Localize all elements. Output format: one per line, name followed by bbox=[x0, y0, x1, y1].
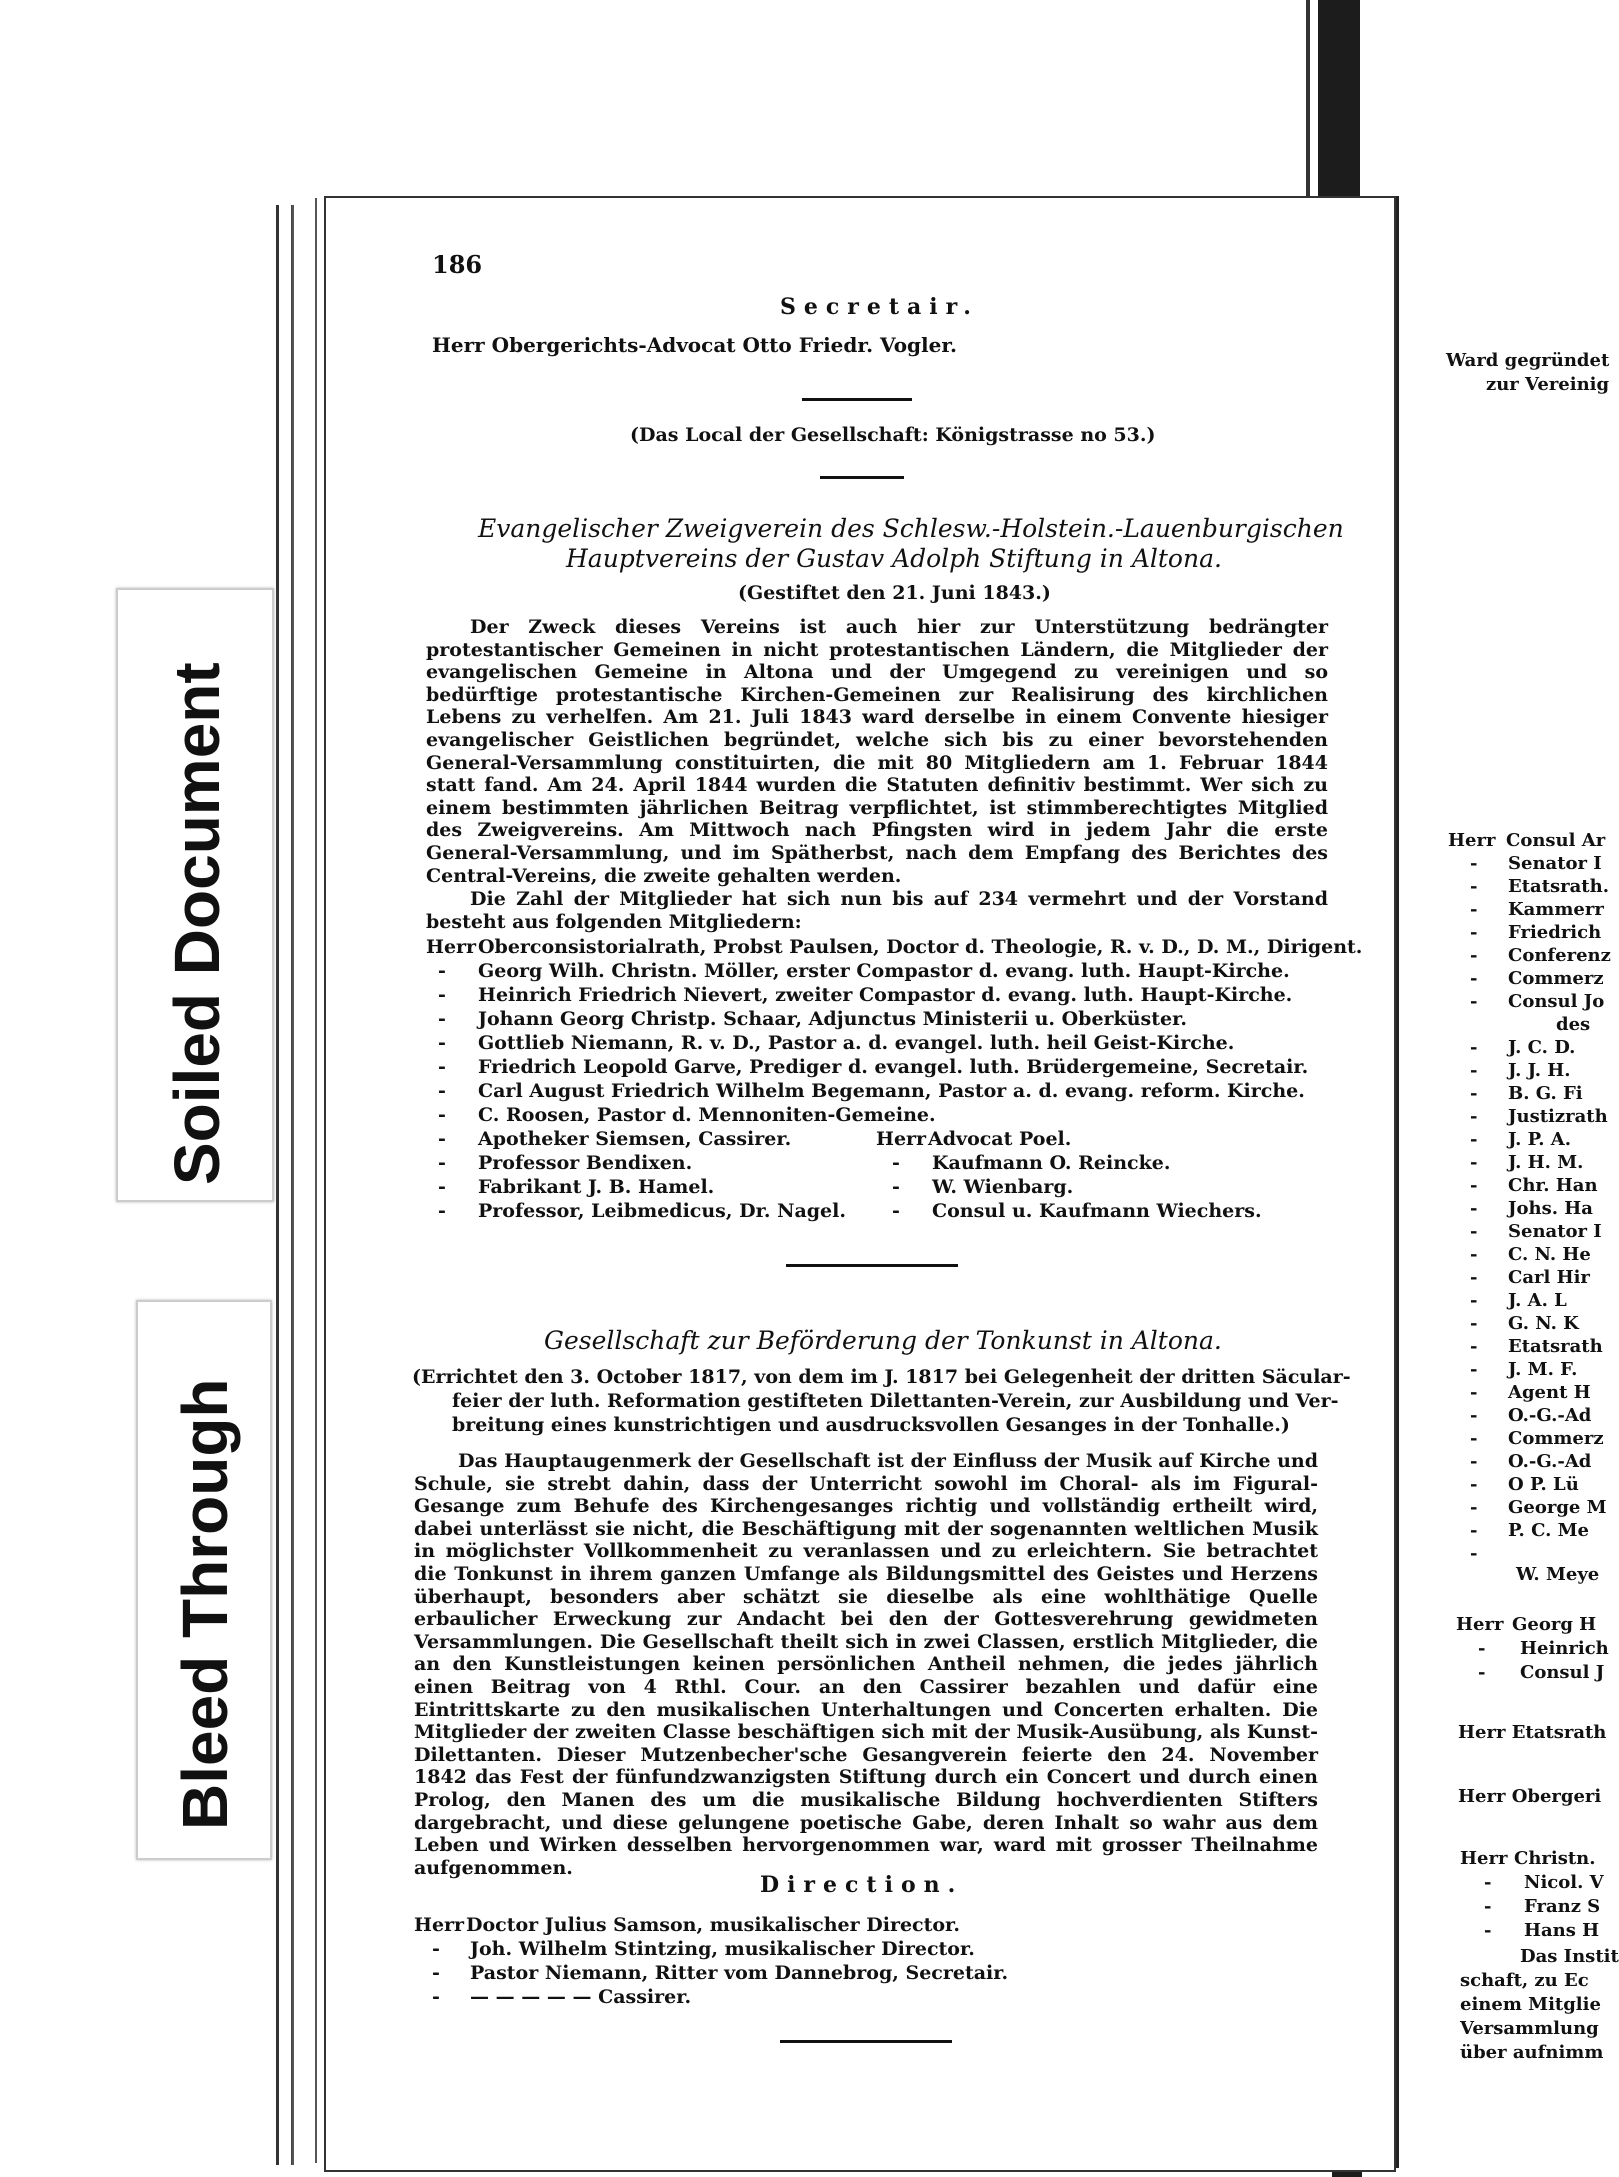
facing-prefix: - bbox=[1470, 1198, 1478, 1219]
member-name: Georg Wilh. Christn. Möller, erster Compastor d. evang. luth. Haupt-Kirche. bbox=[478, 960, 1290, 982]
director-prefix: Herr bbox=[414, 1914, 465, 1936]
divider bbox=[786, 1264, 958, 1267]
verein-members-intro: Die Zahl der Mitglieder hat sich nun bis auf 234 vermehrt und der Vorstand besteht aus folgenden Mitgliedern: bbox=[426, 888, 1328, 933]
director-prefix: - bbox=[432, 1986, 440, 2008]
verein-paragraph: Der Zweck dieses Vereins ist auch hier zur Unterstützung bedrängter protestantischer Gemeinen in nicht protestantischen Ländern, die Mitglieder der evangelischen Gemeine in Altona und der Umgegend zu vereinigen und so bedürftige protestantische Kirchen-Gemeinen zur Realisirung des kirchlichen Lebens zu verhelfen. Am 21. Juli 1843 ward derselbe in einem Convente hiesiger evangelischer Geistlichen begründet, welche sich bis zu einer bevorstehenden General-Versammlung constituirten, die mit 80 Mitgliedern am 1. Februar 1844 statt fand. Am 24. April 1844 wurden die Statuten definitiv bestimmt. Wer sich zu einem bestimmten jährlichen Beitrag verpflichtet, ist stimmberechtigtes Mitglied des Zweigvereins. Am Mittwoch nach Pfingsten wird in jedem Jahr die erste General-Versammlung, und im Spätherbst, nach dem Empfang des Berichtes des Central-Vereins, die zweite gehalten werden. bbox=[426, 616, 1328, 887]
facing-entry: des bbox=[1556, 1014, 1591, 1035]
director-name: Doctor Julius Samson, musikalischer Director. bbox=[466, 1914, 960, 1936]
member-prefix: Herr bbox=[876, 1128, 927, 1150]
facing-tail-line: einem Mitglie bbox=[1460, 1994, 1601, 2015]
society-address: (Das Local der Gesellschaft: Königstrasse no 53.) bbox=[630, 424, 1156, 446]
facing-prefix: - bbox=[1470, 1543, 1478, 1564]
secretair-heading: Secretair. bbox=[780, 294, 979, 320]
member-prefix: - bbox=[438, 1104, 446, 1126]
page-number: 186 bbox=[432, 250, 483, 279]
page-stack-edge bbox=[292, 205, 302, 2165]
facing-entry: W. Meye bbox=[1516, 1564, 1600, 1585]
facing-entry: Consul Ar bbox=[1506, 830, 1606, 851]
facing-entry: Commerz bbox=[1508, 1428, 1604, 1449]
member-prefix: - bbox=[438, 1056, 446, 1078]
facing-entry: Etatsrath. bbox=[1508, 876, 1609, 897]
soiled-document-text: Soiled Document bbox=[161, 662, 233, 1185]
facing-entry: J. H. M. bbox=[1508, 1152, 1584, 1173]
facing-entry: O.-G.-Ad bbox=[1508, 1451, 1592, 1472]
member-prefix: - bbox=[892, 1176, 900, 1198]
facing-entry: Conferenz bbox=[1508, 945, 1611, 966]
facing-prefix: - bbox=[1470, 968, 1478, 989]
bleed-through-label bbox=[136, 1300, 272, 1860]
facing-entry: Consul Jo bbox=[1508, 991, 1605, 1012]
facing-entry: Chr. Han bbox=[1508, 1175, 1598, 1196]
facing-entry: Heinrich bbox=[1520, 1638, 1609, 1659]
member-name: Oberconsistorialrath, Probst Paulsen, Doctor d. Theologie, R. v. D., D. M., Dirigent. bbox=[478, 936, 1363, 958]
facing-prefix: - bbox=[1470, 1405, 1478, 1426]
binding-edge bbox=[1306, 0, 1310, 200]
facing-entry: O P. Lü bbox=[1508, 1474, 1579, 1495]
facing-entry: J. A. L bbox=[1508, 1290, 1567, 1311]
facing-prefix: - bbox=[1484, 1872, 1492, 1893]
facing-entry: Etatsrath bbox=[1508, 1336, 1603, 1357]
facing-prefix: - bbox=[1470, 876, 1478, 897]
facing-entry: Agent H bbox=[1508, 1382, 1591, 1403]
facing-prefix: - bbox=[1470, 1244, 1478, 1265]
facing-entry: Christn. bbox=[1514, 1848, 1596, 1869]
member-prefix: - bbox=[892, 1200, 900, 1222]
facing-entry: Justizrath bbox=[1508, 1106, 1608, 1127]
member-name: W. Wienbarg. bbox=[932, 1176, 1074, 1198]
facing-entry: Carl Hir bbox=[1508, 1267, 1590, 1288]
secretair-name: Herr Obergerichts-Advocat Otto Friedr. Vogler. bbox=[432, 333, 957, 357]
soiled-document-label bbox=[116, 588, 274, 1202]
facing-prefix: - bbox=[1470, 1474, 1478, 1495]
facing-prefix: - bbox=[1478, 1662, 1486, 1683]
facing-entry: G. N. K bbox=[1508, 1313, 1579, 1334]
facing-entry: Friedrich bbox=[1508, 922, 1602, 943]
facing-prefix: - bbox=[1470, 1336, 1478, 1357]
facing-prefix: - bbox=[1484, 1896, 1492, 1917]
member-name: Carl August Friedrich Wilhelm Begemann, Pastor a. d. evang. reform. Kirche. bbox=[478, 1080, 1305, 1102]
member-name: Kaufmann O. Reincke. bbox=[932, 1152, 1171, 1174]
member-name: Fabrikant J. B. Hamel. bbox=[478, 1176, 715, 1198]
member-name: Apotheker Siemsen, Cassirer. bbox=[478, 1128, 792, 1150]
director-prefix: - bbox=[432, 1938, 440, 1960]
facing-entry: B. G. Fi bbox=[1508, 1083, 1583, 1104]
facing-obergericht: Herr Obergeri bbox=[1458, 1786, 1602, 1807]
facing-prefix: - bbox=[1470, 1060, 1478, 1081]
facing-prefix: - bbox=[1470, 1267, 1478, 1288]
tonkunst-paragraph: Das Hauptaugenmerk der Gesellschaft ist der Einfluss der Musik auf Kirche und Schule, sie strebt dahin, dass der Unterricht sowohl im Choral- als im Figural-Gesange zum Behufe des Kirchengesanges richtig und vollständig ertheilt wird, dabei unterlässt sie nicht, die Beschäftigung mit der sogenannten weltlichen Musik in möglichster Vollkommenheit zu veranlassen und zu erleichtern. Sie betrachtet die Tonkunst in ihrem ganzen Umfange als Bildungsmittel des Geistes und Herzens überhaupt, besonders aber schätzt sie dieselbe als eine wohlthätige Quelle erbaulicher Erweckung zur Andacht bei den der Gottesverehrung gewidmeten Versammlungen. Die Gesellschaft theilt sich in zwei Classen, erstlich Mitglieder, die an den Kunstleistungen keinen persönlichen Antheil nehmen, die jedes jährlich einen Beitrag von 4 Rthl. Cour. an den Cassirer bezahlen und dafür eine Eintrittskarte zu den musikalischen Unterhaltungen und Concerten erhalten. Die Mitglieder der zweiten Classe beschäftigen sich mit der Musik-Ausübung, als Kunst-Dilettanten. Dieser Mutzenbecher'sche Gesangverein feierte den 24. November 1842 das Fest der fünfundzwanzigsten Stiftung durch ein Concert und durch einen Prolog, den Manen des um die musikalische Bildung hochverdienten Stifters dargebracht, und diese gelungene poetische Gabe, deren Inhalt so wahr aus dem Leben und Wirken desselben hervorgenommen war, ward mit grosser Theilnahme aufgenommen. bbox=[414, 1450, 1318, 1879]
member-name: Professor, Leibmedicus, Dr. Nagel. bbox=[478, 1200, 846, 1222]
facing-prefix: - bbox=[1484, 1920, 1492, 1941]
facing-entry: George M bbox=[1508, 1497, 1607, 1518]
facing-entry: Kammerr bbox=[1508, 899, 1604, 920]
facing-prefix: - bbox=[1470, 1175, 1478, 1196]
member-prefix: - bbox=[438, 1032, 446, 1054]
binding-shadow bbox=[1318, 0, 1360, 210]
member-name: Gottlieb Niemann, R. v. D., Pastor a. d. evangel. luth. heil Geist-Kirche. bbox=[478, 1032, 1235, 1054]
facing-entry: Senator I bbox=[1508, 1221, 1602, 1242]
facing-prefix: Herr bbox=[1448, 830, 1496, 851]
facing-tail-line: Das Instit bbox=[1520, 1946, 1619, 1967]
facing-entry: Nicol. V bbox=[1524, 1872, 1604, 1893]
facing-prefix: - bbox=[1470, 991, 1478, 1012]
facing-entry: Hans H bbox=[1524, 1920, 1600, 1941]
member-name: Consul u. Kaufmann Wiechers. bbox=[932, 1200, 1262, 1222]
facing-prefix: - bbox=[1470, 853, 1478, 874]
member-prefix: - bbox=[438, 1080, 446, 1102]
member-prefix: - bbox=[438, 960, 446, 982]
tonkunst-founded-line1: (Errichtet den 3. October 1817, von dem im J. 1817 bei Gelegenheit der dritten Säcular- bbox=[412, 1366, 1351, 1388]
facing-prefix: - bbox=[1470, 1152, 1478, 1173]
facing-entry: Commerz bbox=[1508, 968, 1604, 989]
member-prefix: - bbox=[438, 1152, 446, 1174]
facing-prefix: - bbox=[1470, 1359, 1478, 1380]
facing-prefix: - bbox=[1470, 1083, 1478, 1104]
facing-tail-line: schaft, zu Ec bbox=[1460, 1970, 1589, 1991]
facing-entry: Senator I bbox=[1508, 853, 1602, 874]
director-name: Joh. Wilhelm Stintzing, musikalischer Director. bbox=[470, 1938, 975, 1960]
facing-entry: J. P. A. bbox=[1508, 1129, 1571, 1150]
bleed-through-text: Bleed Through bbox=[169, 1378, 241, 1830]
facing-entry: J. C. D. bbox=[1508, 1037, 1576, 1058]
facing-prefix: - bbox=[1470, 945, 1478, 966]
director-name: Pastor Niemann, Ritter vom Dannebrog, Secretair. bbox=[470, 1962, 1009, 1984]
facing-tail-line: über aufnimm bbox=[1460, 2042, 1604, 2063]
facing-entry: Johs. Ha bbox=[1508, 1198, 1593, 1219]
member-prefix: - bbox=[438, 1200, 446, 1222]
facing-entry: Georg H bbox=[1512, 1614, 1597, 1635]
facing-prefix: - bbox=[1470, 1037, 1478, 1058]
facing-prefix: Herr bbox=[1456, 1614, 1504, 1635]
member-name: Heinrich Friedrich Nievert, zweiter Compastor d. evang. luth. Haupt-Kirche. bbox=[478, 984, 1293, 1006]
facing-entry: O.-G.-Ad bbox=[1508, 1405, 1592, 1426]
facing-prefix: - bbox=[1470, 1428, 1478, 1449]
member-name: Friedrich Leopold Garve, Prediger d. evangel. luth. Brüdergemeine, Secretair. bbox=[478, 1056, 1309, 1078]
facing-entry: Franz S bbox=[1524, 1896, 1601, 1917]
facing-prefix: Herr bbox=[1460, 1848, 1508, 1869]
facing-entry: C. N. He bbox=[1508, 1244, 1591, 1265]
facing-prefix: - bbox=[1470, 1313, 1478, 1334]
facing-entry: J. M. F. bbox=[1508, 1359, 1578, 1380]
tonkunst-founded-line3: breitung eines kunstrichtigen und ausdrucksvollen Gesanges in der Tonhalle.) bbox=[452, 1414, 1290, 1436]
member-name: Professor Bendixen. bbox=[478, 1152, 693, 1174]
facing-prefix: - bbox=[1470, 1106, 1478, 1127]
director-name: — — — — — Cassirer. bbox=[470, 1986, 692, 2008]
page-stack-edge bbox=[276, 205, 293, 2165]
member-prefix: - bbox=[438, 1008, 446, 1030]
facing-prefix: - bbox=[1470, 1520, 1478, 1541]
facing-header-line2: zur Vereinig bbox=[1486, 374, 1610, 395]
member-prefix: - bbox=[438, 1128, 446, 1150]
member-prefix: - bbox=[438, 1176, 446, 1198]
facing-entry: P. C. Me bbox=[1508, 1520, 1590, 1541]
facing-prefix: - bbox=[1470, 1290, 1478, 1311]
facing-prefix: - bbox=[1470, 899, 1478, 920]
facing-tail-line: Versammlung bbox=[1460, 2018, 1599, 2039]
facing-etatsrath: Herr Etatsrath bbox=[1458, 1722, 1607, 1743]
member-prefix: - bbox=[438, 984, 446, 1006]
divider bbox=[820, 476, 904, 479]
member-prefix: Herr bbox=[426, 936, 477, 958]
facing-prefix: - bbox=[1470, 1451, 1478, 1472]
facing-prefix: - bbox=[1470, 1129, 1478, 1150]
facing-prefix: - bbox=[1478, 1638, 1486, 1659]
member-name: Advocat Poel. bbox=[928, 1128, 1072, 1150]
facing-prefix: - bbox=[1470, 922, 1478, 943]
tonkunst-founded-line2: feier der luth. Reformation gestifteten Dilettanten-Verein, zur Ausbildung und Ver- bbox=[452, 1390, 1339, 1412]
tonkunst-title: Gesellschaft zur Beförderung der Tonkunst in Altona. bbox=[544, 1326, 1222, 1355]
divider bbox=[780, 2040, 952, 2043]
page-stack-edge bbox=[315, 198, 323, 2163]
verein-title-line1: Evangelischer Zweigverein des Schlesw.-Holstein.-Lauenburgischen bbox=[478, 514, 1344, 543]
verein-founded: (Gestiftet den 21. Juni 1843.) bbox=[738, 582, 1051, 604]
verein-title-line2: Hauptvereins der Gustav Adolph Stiftung in Altona. bbox=[566, 544, 1222, 573]
facing-header-line1: Ward gegründet bbox=[1446, 350, 1610, 371]
member-prefix: - bbox=[892, 1152, 900, 1174]
divider bbox=[802, 398, 912, 401]
member-name: Johann Georg Christp. Schaar, Adjunctus Ministerii u. Oberküster. bbox=[478, 1008, 1187, 1030]
member-name: C. Roosen, Pastor d. Mennoniten-Gemeine. bbox=[478, 1104, 936, 1126]
facing-entry: J. J. H. bbox=[1508, 1060, 1571, 1081]
direction-heading: Direction. bbox=[760, 1872, 964, 1898]
facing-prefix: - bbox=[1470, 1382, 1478, 1403]
facing-prefix: - bbox=[1470, 1497, 1478, 1518]
director-prefix: - bbox=[432, 1962, 440, 1984]
facing-prefix: - bbox=[1470, 1221, 1478, 1242]
facing-entry: Consul J bbox=[1520, 1662, 1605, 1683]
